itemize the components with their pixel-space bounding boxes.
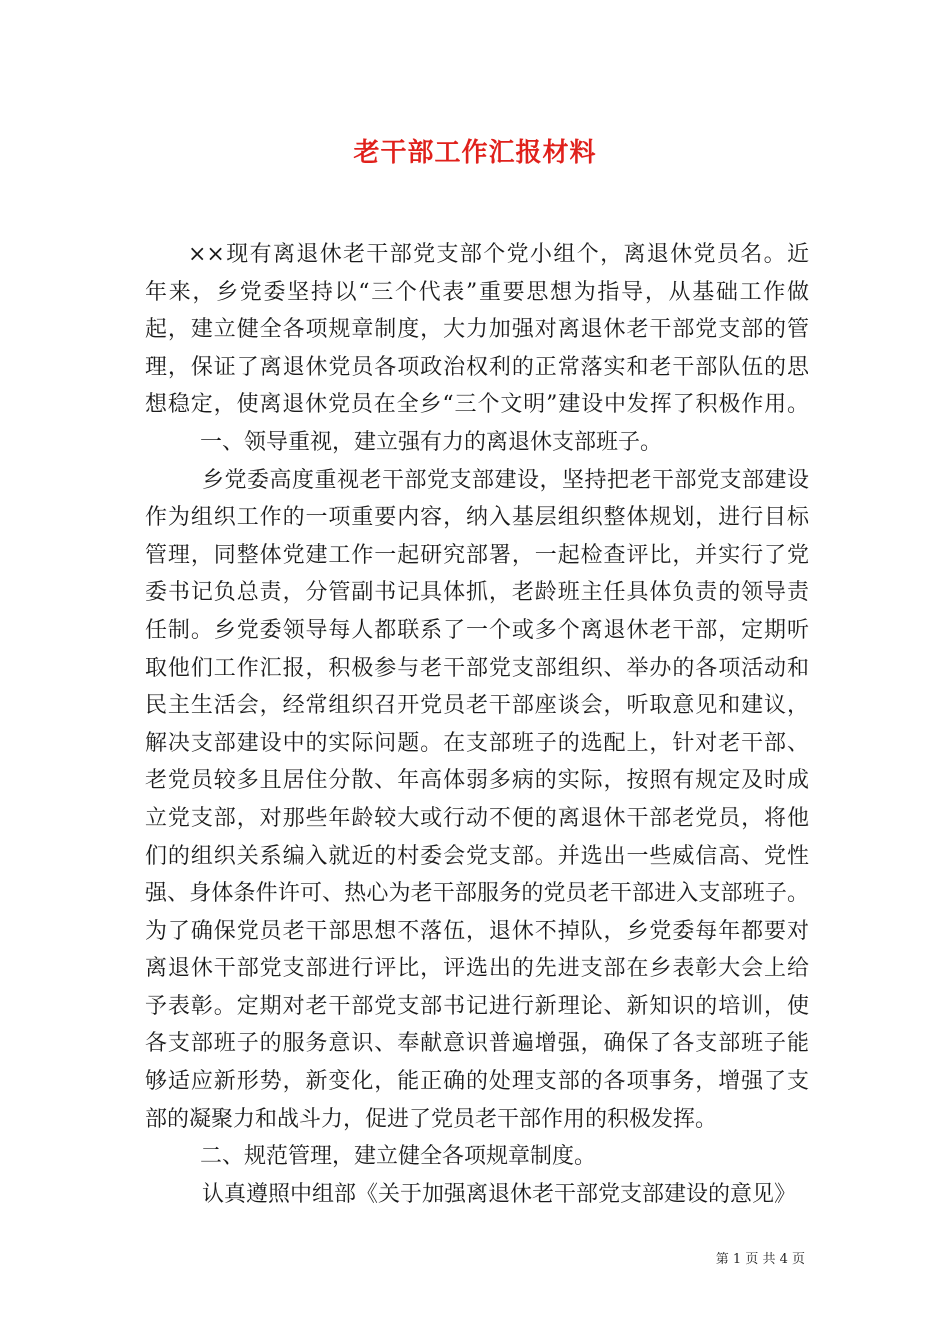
body-line: 立党支部，对那些年龄较大或行动不便的离退休干部老党员，将他 bbox=[145, 805, 809, 831]
page-number: 第 1 页 共 4 页 bbox=[715, 1252, 805, 1267]
section-heading: 二、规范管理，建立健全各项规章制度。 bbox=[200, 1144, 597, 1170]
body-line: ××现有离退休老干部党支部个党小组个，离退休党员名。近 bbox=[188, 242, 809, 267]
body-line: 老党员较多且居住分散、年高体弱多病的实际，按照有规定及时成 bbox=[145, 768, 809, 794]
body-line: 年来，乡党委坚持以“三个代表”重要思想为指导，从基础工作做 bbox=[145, 279, 809, 305]
body-line: 予表彰。定期对老干部党支部书记进行新理论、新知识的培训，使 bbox=[145, 993, 809, 1019]
body-line: 为了确保党员老干部思想不落伍，退休不掉队，乡党委每年都要对 bbox=[145, 918, 809, 944]
body-line: 解决支部建设中的实际问题。在支部班子的选配上，针对老干部、 bbox=[145, 730, 809, 756]
body-line: 够适应新形势，新变化，能正确的处理支部的各项事务，增强了支 bbox=[145, 1069, 809, 1095]
section-heading: 一、领导重视，建立强有力的离退休支部班子。 bbox=[200, 429, 663, 455]
body-line: 理，保证了离退休党员各项政治权利的正常落实和老干部队伍的思 bbox=[145, 354, 809, 380]
body-line: 起，建立健全各项规章制度，大力加强对离退休老干部党支部的管 bbox=[145, 317, 809, 343]
body-line: 委书记负总责，分管副书记具体抓，老龄班主任具体负责的领导责 bbox=[145, 580, 809, 606]
body-line: 乡党委高度重视老干部党支部建设，坚持把老干部党支部建设 bbox=[202, 467, 809, 493]
document-title: 老干部工作汇报材料 bbox=[353, 138, 597, 168]
body-line: 部的凝聚力和战斗力，促进了党员老干部作用的积极发挥。 bbox=[145, 1106, 718, 1132]
body-line: 强、身体条件许可、热心为老干部服务的党员老干部进入支部班子。 bbox=[145, 881, 809, 907]
body-line: 各支部班子的服务意识、奉献意识普遍增强，确保了各支部班子能 bbox=[145, 1031, 809, 1057]
body-line: 离退休干部党支部进行评比，评选出的先进支部在乡表彰大会上给 bbox=[145, 956, 809, 982]
body-line: 作为组织工作的一项重要内容，纳入基层组织整体规划，进行目标 bbox=[145, 505, 809, 531]
body-line: 民主生活会，经常组织召开党员老干部座谈会，听取意见和建议， bbox=[145, 693, 809, 719]
body-line: 管理，同整体党建工作一起研究部署，一起检查评比，并实行了党 bbox=[145, 542, 809, 568]
document-body bbox=[145, 236, 809, 1213]
body-line: 任制。乡党委领导每人都联系了一个或多个离退休老干部，定期听 bbox=[145, 617, 809, 643]
body-line: 认真遵照中组部《关于加强离退休老干部党支部建设的意见》 bbox=[202, 1181, 797, 1207]
body-line: 想稳定，使离退休党员在全乡“三个文明”建设中发挥了积极作用。 bbox=[145, 392, 809, 418]
body-line: 取他们工作汇报，积极参与老干部党支部组织、举办的各项活动和 bbox=[145, 655, 809, 681]
body-line: 们的组织关系编入就近的村委会党支部。并选出一些威信高、党性 bbox=[145, 843, 809, 869]
